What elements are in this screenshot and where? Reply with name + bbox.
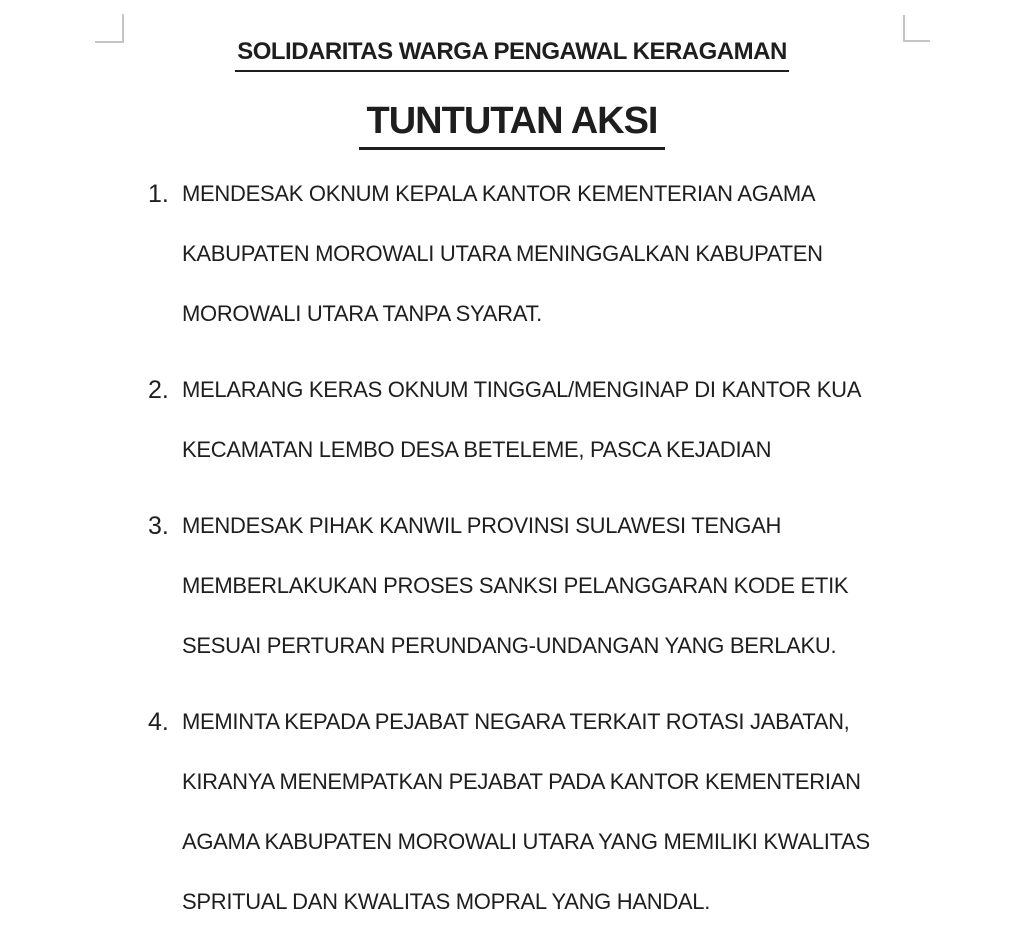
text-line: MOROWALI UTARA TANPA SYARAT. (182, 301, 542, 327)
item-text (182, 360, 1024, 480)
item-text (182, 496, 1024, 676)
list-item (148, 164, 1024, 344)
text-line: SESUAI PERTURAN PERUNDANG-UNDANGAN YANG BERLAKU. (182, 633, 837, 659)
item-number: 2. (148, 376, 169, 405)
doc-title (0, 98, 1024, 151)
corner-bracket-icon (95, 14, 124, 43)
list-item (148, 692, 1024, 932)
text-line: KECAMATAN LEMBO DESA BETELEME, PASCA KEJADIAN (182, 437, 772, 463)
text-line: KABUPATEN MOROWALI UTARA MENINGGALKAN KABUPATEN (182, 241, 823, 267)
corner-bracket-icon (903, 15, 930, 42)
text-line: MENDESAK PIHAK KANWIL PROVINSI SULAWESI TENGAH (182, 513, 782, 539)
text-line: MELARANG KERAS OKNUM TINGGAL/MENGINAP DI KANTOR KUA (182, 377, 862, 403)
text-line: SPRITUAL DAN KWALITAS MOPRAL YANG HANDAL. (182, 889, 711, 915)
item-text (182, 164, 1024, 344)
text-line: MEMBERLAKUKAN PROSES SANKSI PELANGGARAN KODE ETIK (182, 573, 849, 599)
doc-heading (0, 38, 1024, 72)
item-text (182, 692, 1024, 932)
list-item (148, 496, 1024, 676)
list-item (148, 360, 1024, 480)
item-number: 1. (148, 180, 169, 209)
doc-heading-text: SOLIDARITAS WARGA PENGAWAL KERAGAMAN (235, 38, 789, 72)
text-line: MEMINTA KEPADA PEJABAT NEGARA TERKAIT ROTASI JABATAN, (182, 709, 850, 735)
text-line: AGAMA KABUPATEN MOROWALI UTARA YANG MEMILIKI KWALITAS (182, 829, 870, 855)
item-number: 4. (148, 708, 169, 737)
text-line: MENDESAK OKNUM KEPALA KANTOR KEMENTERIAN AGAMA (182, 181, 816, 207)
item-number: 3. (148, 512, 169, 541)
doc-title-text: TUNTUTAN AKSI (359, 98, 666, 151)
demands-list (0, 164, 1024, 932)
text-line: KIRANYA MENEMPATKAN PEJABAT PADA KANTOR KEMENTERIAN (182, 769, 861, 795)
